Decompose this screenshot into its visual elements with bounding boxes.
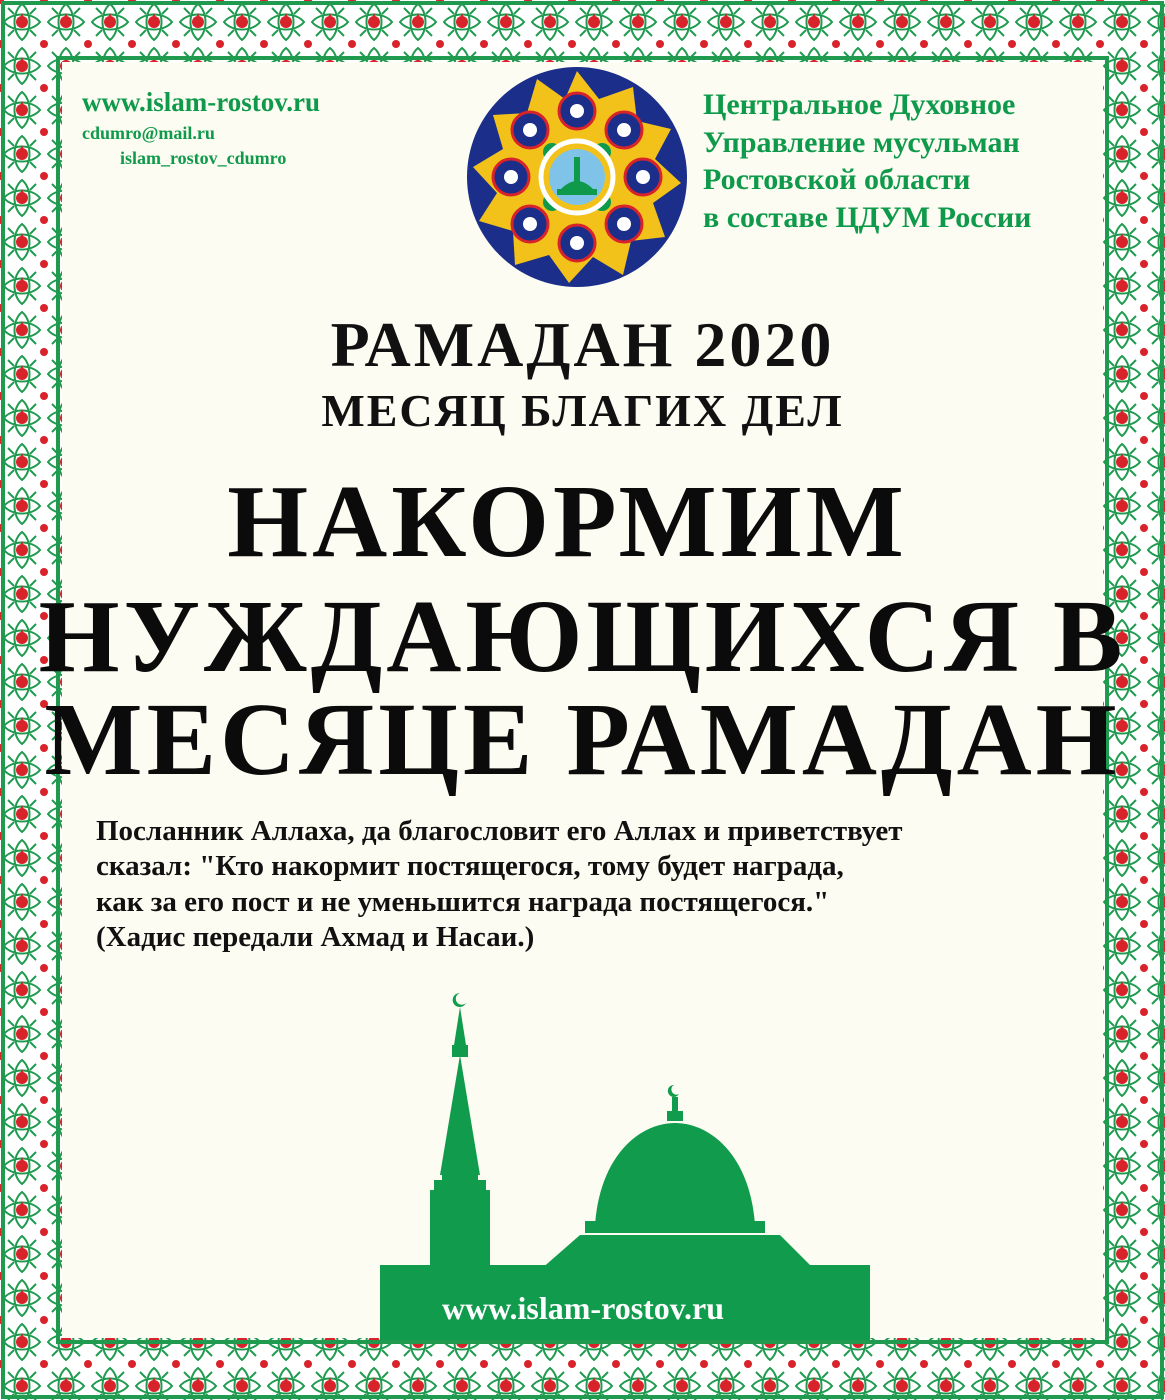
headline-line-3: МЕСЯЦЕ РАМАДАН (44, 682, 1121, 797)
email-link[interactable]: cdumro@mail.ru (82, 123, 215, 144)
org-line: в составе ЦДУМ России (703, 200, 1032, 234)
org-line: Центральное Духовное (703, 88, 1016, 121)
title-ramadan: РАМАДАН 2020 (330, 309, 835, 380)
social-handle[interactable]: islam_rostov_cdumro (120, 148, 287, 169)
rosette-logo (464, 64, 690, 290)
hadith-quote (96, 814, 1096, 956)
hadith-line: (Хадис передали Ахмад и Насаи.) (96, 921, 535, 954)
mosque-silhouette (380, 985, 870, 1340)
contact-block (82, 88, 320, 168)
headline-line-1: НАКОРМИМ (227, 464, 908, 579)
org-line: Ростовской области (703, 163, 971, 196)
hadith-line: как за его пост и не уменьшится награда постящегося." (96, 885, 830, 918)
headline-line-2: НУЖДАЮЩИХСЯ В (38, 579, 1127, 694)
hadith-line: сказал: "Кто накормит постящегося, тому будет награда, (96, 850, 844, 883)
hadith-line: Посланник Аллаха, да благословит его Аллах и приветствует (96, 815, 903, 847)
organization-name (703, 86, 1098, 236)
website-link-top[interactable]: www.islam-rostov.ru (82, 87, 321, 117)
website-link-bottom[interactable]: www.islam-rostov.ru (441, 1290, 725, 1326)
subtitle-month: МЕСЯЦ БЛАГИХ ДЕЛ (321, 385, 844, 436)
org-line: Управление мусульман (703, 125, 1020, 159)
